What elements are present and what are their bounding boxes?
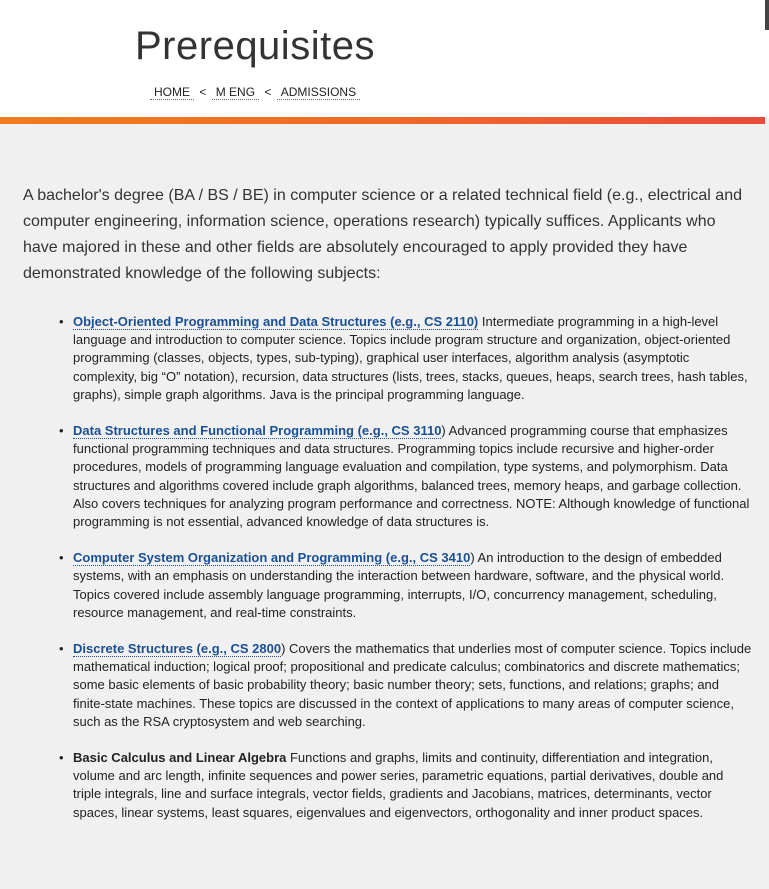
course-description: Intermediate programming in a high-level language and introduction to computer science. Topics include program structure and organization, object-oriented programming (classes, objects, types, sub-typing), graphical user interfaces, algorithm analysis (asymptotic complexity, big “O” notation), recursion, data structures (lists, trees, stacks, queues, heaps, search trees, hash tables, graphs), simple graph algorithms. Java is the principal programming language. (73, 314, 748, 402)
breadcrumb-separator: < (264, 85, 272, 99)
course-link-systems[interactable]: Computer System Organization and Programming (e.g., CS 3410 (73, 550, 471, 566)
list-item (73, 549, 753, 622)
course-link-functional[interactable]: Data Structures and Functional Programming (e.g., CS 3110 (73, 423, 442, 439)
main-content (23, 183, 753, 840)
breadcrumb (150, 85, 360, 99)
scrollbar-thumb[interactable] (765, 0, 769, 30)
page-header (0, 0, 769, 118)
breadcrumb-separator: < (199, 85, 207, 99)
course-description: ) Covers the mathematics that underlies most of computer science. Topics include mathematical induction; logical proof; propositional and predicate calculus; combinatorics and discrete mathematics; some basic elements of basic probability theory; basic number theory; sets, functions, and relations; graphs; and finite-state machines. These topics are discussed in the context of applications to many areas of computer science, such as the RSA cryptosystem and web searching. (73, 641, 752, 729)
course-link-oop[interactable]: Object-Oriented Programming and Data Structures (e.g., CS 2110) (73, 314, 479, 329)
list-item (73, 640, 753, 731)
course-description: ) Advanced programming course that emphasizes functional programming techniques and data structures. Programming topics include recursive and higher-order procedures, models of programming language evaluation and compilation, type systems, and polymorphism. Data structures and algorithms covered include graph algorithms, balanced trees, memory heaps, and garbage collection. Also covers techniques for analyzing program performance and correctness. NOTE: Although knowledge of functional programming is not essential, advanced knowledge of data structures is. (73, 423, 750, 530)
breadcrumb-meng-link[interactable]: M ENG (212, 85, 259, 100)
list-item (73, 313, 753, 404)
breadcrumb-home-link[interactable]: HOME (150, 85, 194, 100)
course-title-calculus: Basic Calculus and Linear Algebra (73, 750, 287, 766)
course-description: ) An introduction to the design of embedded systems, with an emphasis on understanding the interaction between hardware, software, and the physical world. Topics covered include assembly language programming, interrupts, I/O, concurrency management, scheduling, resource management, and real-time constraints. (73, 550, 725, 620)
course-description: Functions and graphs, limits and continuity, differentiation and integration, volume and arc length, infinite sequences and power series, parametric equations, partial derivatives, double and triple integrals, line and surface integrals, vector fields, gradients and Jacobians, matrices, determinants, vector spaces, linear systems, least squares, eigenvalues and eigenvectors, orthogonality and inner product spaces. (73, 750, 724, 820)
intro-paragraph: A bachelor's degree (BA / BS / BE) in computer science or a related technical field (e.g., electrical and computer engineering, information science, operations research) typically suffices. Applicants who have majored in these and other fields are absolutely encouraged to apply provided they have demonstrated knowledge of the following subjects: (23, 187, 742, 282)
page-title: Prerequisites (135, 24, 375, 68)
course-link-discrete[interactable]: Discrete Structures (e.g., CS 2800 (73, 641, 282, 657)
prerequisites-list (23, 313, 753, 822)
breadcrumb-admissions-link[interactable]: ADMISSIONS (277, 85, 360, 100)
list-item (73, 422, 753, 531)
list-item (73, 749, 753, 822)
accent-divider (0, 117, 765, 124)
